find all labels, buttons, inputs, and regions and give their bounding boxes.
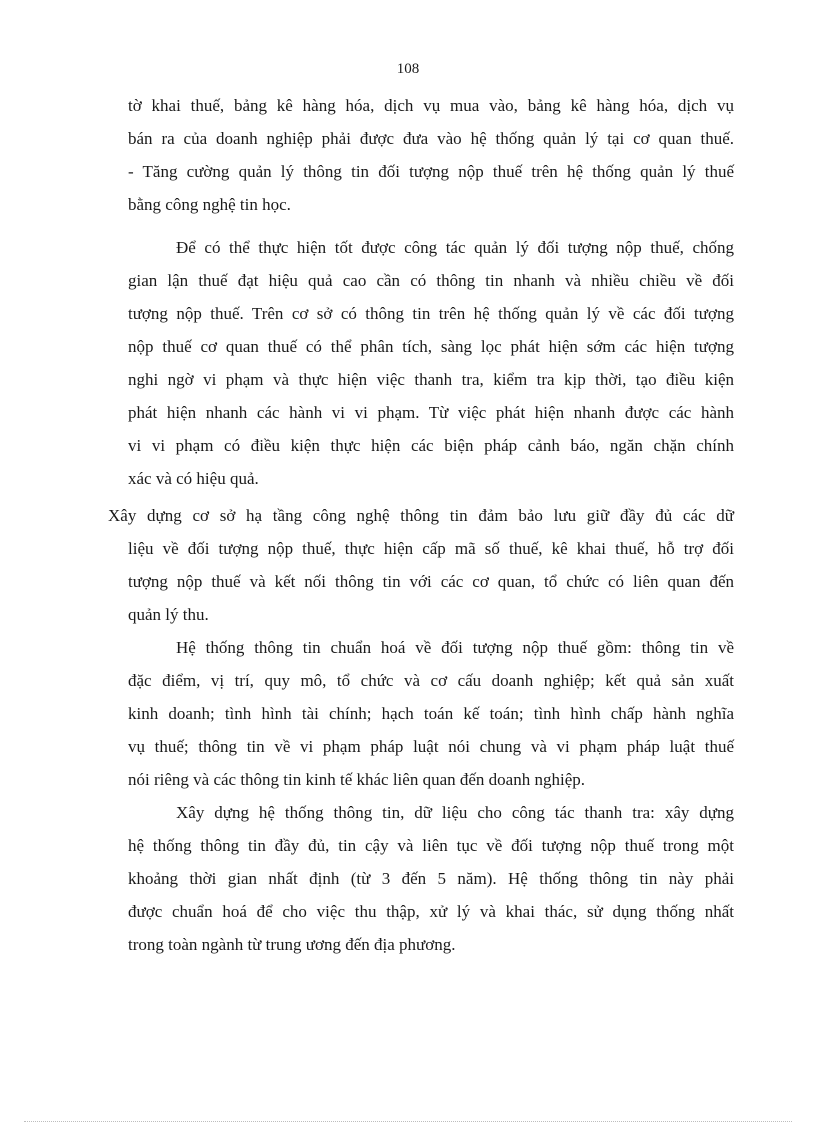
text-line: tượng nộp thuế. Trên cơ sở có thông tin trên hệ thống quản lý về các đối tượng [128, 304, 734, 323]
text-line: vụ thuế; thông tin về vi phạm pháp luật nói chung và vi phạm pháp luật thuế [128, 737, 734, 756]
text-line: khoảng thời gian nhất định (từ 3 đến 5 năm). Hệ thống thông tin này phải [128, 869, 734, 888]
document-body [108, 89, 734, 961]
text-line: nói riêng và các thông tin kinh tế khác liên quan đến doanh nghiệp. [128, 770, 585, 789]
text-line: Hệ thống thông tin chuẩn hoá về đối tượng nộp thuế gồm: thông tin về [176, 638, 734, 657]
text-line: nộp thuế cơ quan thuế có thể phân tích, sàng lọc phát hiện sớm các hiện tượng [128, 337, 734, 356]
text-line: hệ thống thông tin đầy đủ, tin cậy và liên tục về đối tượng nộp thuế trong một [128, 836, 734, 855]
text-line: Để có thể thực hiện tốt được công tác quản lý đối tượng nộp thuế, chống [176, 238, 734, 257]
text-line: quản lý thu. [128, 605, 209, 624]
text-line: phát hiện nhanh các hành vi vi phạm. Từ việc phát hiện nhanh được các hành [128, 403, 734, 422]
text-line: trong toàn ngành từ trung ương đến địa phương. [128, 935, 456, 954]
page-number: 108 [396, 61, 420, 77]
text-line: đặc điểm, vị trí, quy mô, tổ chức và cơ cấu doanh nghiệp; kết quả sản xuất [128, 671, 734, 690]
text-line: vi vi phạm có điều kiện thực hiện các biện pháp cảnh báo, ngăn chặn chính [128, 436, 734, 455]
text-line: bằng công nghệ tin học. [128, 195, 291, 214]
text-line: Xây dựng hệ thống thông tin, dữ liệu cho công tác thanh tra: xây dựng [176, 803, 734, 822]
text-line: Xây dựng cơ sở hạ tầng công nghệ thông tin đảm bảo lưu giữ đầy đủ các dữ [108, 506, 734, 525]
text-line: được chuẩn hoá để cho việc thu thập, xử lý và khai thác, sử dụng thống nhất [128, 902, 734, 921]
page-bottom-border [24, 1121, 792, 1122]
text-line: bán ra của doanh nghiệp phải được đưa vào hệ thống quản lý tại cơ quan thuế. [128, 129, 734, 148]
text-line: liệu về đối tượng nộp thuế, thực hiện cấp mã số thuế, kê khai thuế, hỗ trợ đối [128, 539, 734, 558]
text-line: tượng nộp thuế và kết nối thông tin với các cơ quan, tổ chức có liên quan đến [128, 572, 734, 591]
text-line: - Tăng cường quản lý thông tin đối tượng nộp thuế trên hệ thống quản lý thuế [128, 162, 734, 181]
text-line: tờ khai thuế, bảng kê hàng hóa, dịch vụ mua vào, bảng kê hàng hóa, dịch vụ [128, 96, 734, 115]
text-line: kinh doanh; tình hình tài chính; hạch toán kế toán; tình hình chấp hành nghĩa [128, 704, 734, 723]
text-line: xác và có hiệu quả. [128, 469, 259, 488]
text-line: gian lận thuế đạt hiệu quả cao cần có thông tin nhanh và nhiều chiều về đối [128, 271, 734, 290]
text-line: nghi ngờ vi phạm và thực hiện việc thanh tra, kiểm tra kịp thời, tạo điều kiện [128, 370, 734, 389]
